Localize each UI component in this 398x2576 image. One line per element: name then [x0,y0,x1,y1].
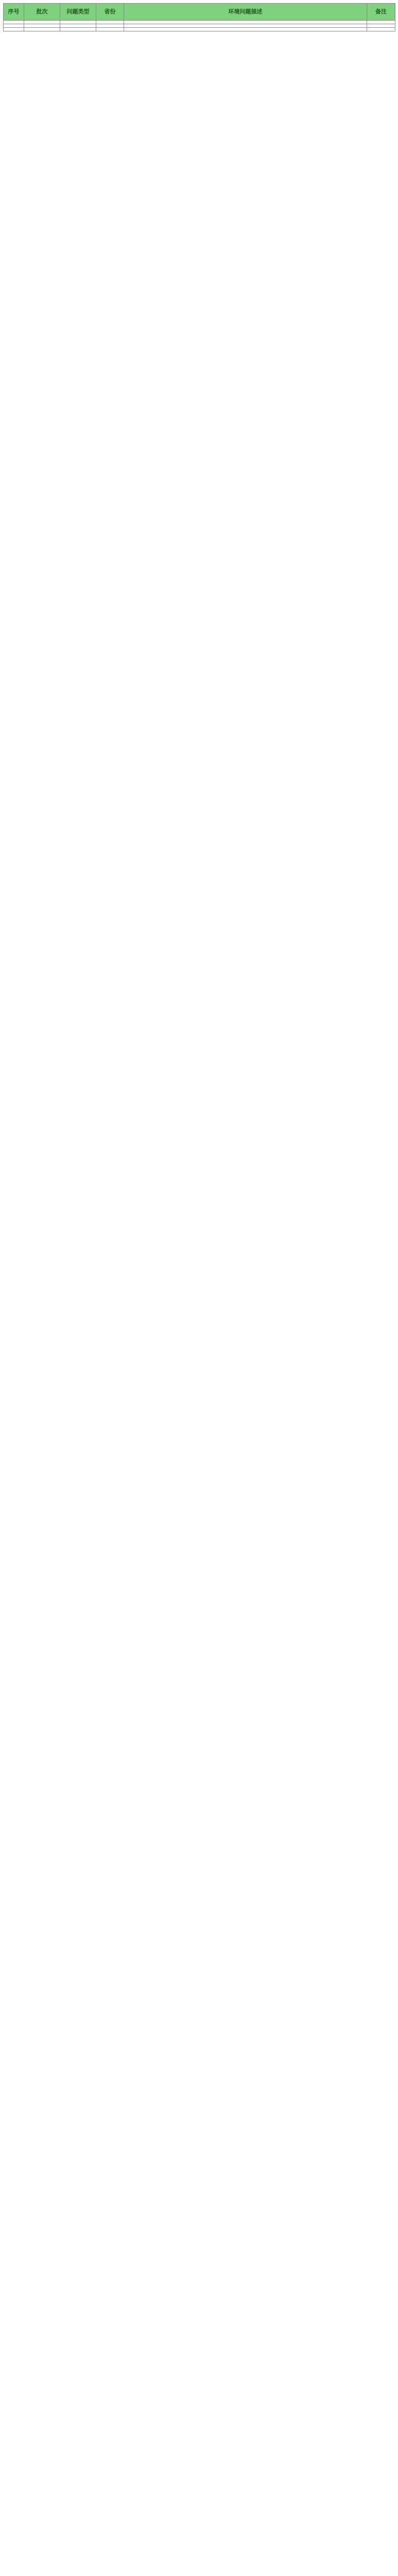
cell-province [96,24,124,28]
table-row [4,21,395,24]
cell-province [96,21,124,24]
column-header: 问题类型 [60,4,96,21]
cell-province [96,28,124,31]
cell-desc [124,28,367,31]
cell-type [60,21,96,24]
cell-note [367,28,395,31]
column-header: 批次 [24,4,60,21]
cell-batch [24,28,60,31]
column-header: 省份 [96,4,124,21]
table-row [4,24,395,28]
cell-desc [124,21,367,24]
cell-type [60,28,96,31]
cell-batch [24,24,60,28]
cell-note [367,21,395,24]
cell-no [4,28,24,31]
cell-type [60,24,96,28]
cell-batch [24,21,60,24]
table-header [4,4,395,21]
cell-note [367,24,395,28]
cell-no [4,21,24,24]
cell-no [4,24,24,28]
cell-desc [124,24,367,28]
column-header: 环境问题描述 [124,4,367,21]
column-header: 序号 [4,4,24,21]
table-body [4,21,395,31]
table-row [4,28,395,31]
column-header: 备注 [367,4,395,21]
problem-table [3,3,395,31]
